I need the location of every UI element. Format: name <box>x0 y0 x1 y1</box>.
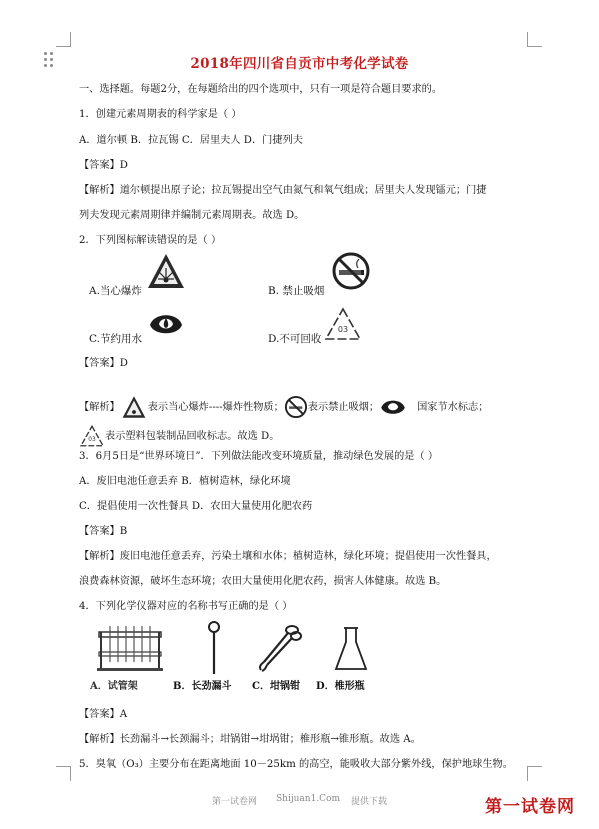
q4-answer: 【答案】A <box>79 709 128 720</box>
q4-analysis: 【解析】长劲漏斗→长颈漏斗；坩锅钳→坩埚钳；椎形瓶→锥形瓶。故选 A。 <box>79 734 421 745</box>
crop-mark-top-left <box>56 32 71 47</box>
q2-analysis <box>79 395 488 419</box>
q2-analysis-text-1: 表示当心爆炸----爆炸性物质； <box>147 402 284 413</box>
q2-option-b: B. 禁止吸烟 <box>268 285 325 297</box>
footer-provide-text: 提供下载 <box>351 797 388 807</box>
q2-analysis-cont <box>79 424 279 448</box>
crop-mark-bottom-left <box>56 766 71 781</box>
q3-answer: 【答案】B <box>79 526 128 537</box>
crop-mark-bottom-right <box>527 766 542 781</box>
q4-caption-b: B．长劲漏斗 <box>173 681 232 692</box>
q2-option-d: D.不可回收 <box>268 333 322 345</box>
svg-text:03: 03 <box>88 437 96 444</box>
q3-stem: 3．6月5日是“世界环境日”．下列做法能改变环境质量，推动绿色发展的是（ ） <box>79 451 439 462</box>
q2-option-c: C.节约用水 <box>89 333 142 345</box>
q2-analysis-text-2: 表示禁止吸烟； <box>307 402 380 413</box>
water-saving-icon <box>148 309 184 339</box>
q4-caption-d: D．椎形瓶 <box>316 681 365 692</box>
explosion-warning-icon <box>120 395 148 419</box>
long-neck-funnel-icon <box>203 621 225 675</box>
q2-answer: 【答案】D <box>79 358 128 369</box>
q1-options: A．道尔顿 B．拉瓦锡 C．居里夫人 D．门捷列夫 <box>79 135 303 146</box>
q2-analysis-text-3: 国家节水标志； <box>417 402 489 413</box>
q1-analysis: 【解析】道尔顿提出原子论；拉瓦锡提出空气由氮气和氧气组成；居里夫人发现镭元；门捷 <box>79 185 487 196</box>
brand-logo[interactable]: 第一试卷网 <box>485 797 575 817</box>
section-header: 一、选择题。每题2分，在每题给出的四个选项中，只有一项是符合题目要求的。 <box>79 84 443 95</box>
q3-analysis-cont: 浪费森林资源，破坏生态环境；农田大量使用化肥农药，损害人体健康。故选 B。 <box>79 576 447 587</box>
q4-caption-a: A．试管架 <box>90 681 138 692</box>
no-smoking-icon <box>332 252 370 290</box>
footer-site-name: 第一试卷网 <box>212 797 258 807</box>
q3-options-ab: A．废旧电池任意丢弃 B．植树造林，绿化环境 <box>79 476 291 487</box>
q5-stem: 5．臭氧（O₃）主要分布在距离地面 10－25km 的高空，能吸收大部分紫外线，保护地球生物。 <box>79 759 513 770</box>
recycle-03-icon <box>323 306 363 342</box>
footer-site-url[interactable]: Shijuan1.Com <box>276 794 341 804</box>
explosion-warning-icon <box>146 252 186 290</box>
q3-analysis: 【解析】废旧电池任意丢弃，污染土壤和水体；植树造林，绿化环境；提倡使用一次性餐具， <box>79 551 497 562</box>
q2-analysis-text-4: 表示塑料包装制品回收标志。故选 D。 <box>105 431 280 442</box>
water-saving-icon <box>379 396 407 418</box>
q2-stem: 2．下列图标解读错误的是（ ） <box>79 235 222 246</box>
crucible-tongs-icon <box>256 622 302 672</box>
page-title: 2018年四川省自贡市中考化学试卷 <box>190 56 409 72</box>
test-tube-rack-icon <box>96 622 164 672</box>
q4-stem: 4．下列化学仪器对应的名称书写正确的是（ ） <box>79 601 293 612</box>
q1-stem: 1．创建元素周期表的科学家是（ ） <box>79 109 242 120</box>
q3-options-cd: C．提倡使用一次性餐具 D．农田大量使用化肥农药 <box>79 501 313 512</box>
svg-text:03: 03 <box>337 325 349 334</box>
q4-caption-c: C．坩锅钳 <box>252 681 300 692</box>
q1-answer: 【答案】D <box>79 160 128 171</box>
recycle-03-icon <box>79 424 105 448</box>
q1-analysis-cont: 列夫发现元素周期律并编制元素周期表。故选 D。 <box>79 210 305 221</box>
crop-mark-top-right <box>527 32 542 47</box>
conical-flask-icon <box>333 626 369 672</box>
no-smoking-icon <box>284 395 308 419</box>
q2-analysis-prefix: 【解析】 <box>79 402 120 413</box>
q2-option-a: A.当心爆炸 <box>89 285 142 297</box>
